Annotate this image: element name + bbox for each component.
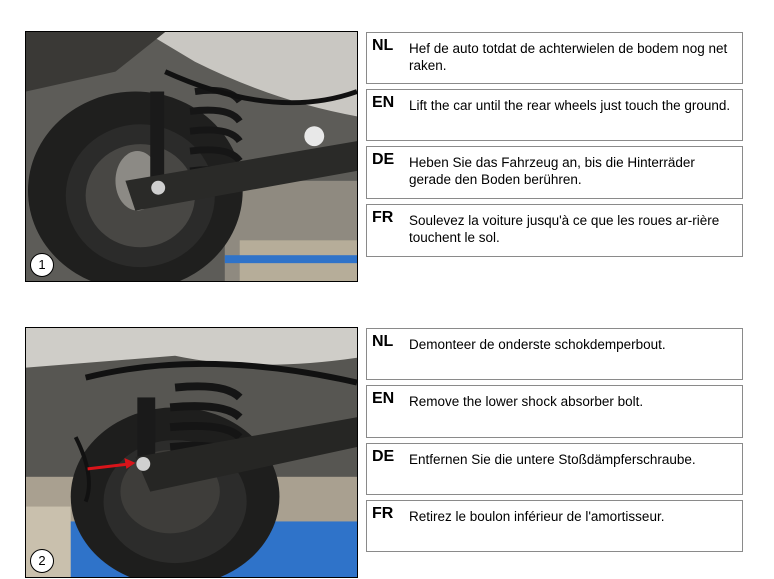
instruction-text: Entfernen Sie die untere Stoßdämpferschraube. [409, 452, 696, 467]
language-code: FR [372, 505, 394, 522]
instruction-de [366, 146, 743, 199]
language-code: EN [372, 390, 395, 407]
instruction-text: Hef de auto totdat de achterwielen de bodem nog net raken. [409, 41, 728, 73]
language-code: DE [372, 151, 395, 168]
instruction-fr [366, 500, 743, 552]
instruction-nl [366, 32, 743, 84]
instruction-fr [366, 204, 743, 257]
instruction-en [366, 89, 743, 141]
language-code: EN [372, 94, 395, 111]
language-code: NL [372, 333, 394, 350]
step-number-badge: 2 [30, 549, 54, 573]
language-code: DE [372, 448, 395, 465]
instruction-en [366, 385, 743, 438]
instruction-text: Heben Sie das Fahrzeug an, bis die Hinterräder gerade den Boden berühren. [409, 155, 695, 187]
instruction-nl [366, 328, 743, 380]
instruction-text: Demonteer de onderste schokdemperbout. [409, 337, 666, 352]
language-code: FR [372, 209, 394, 226]
instruction-de [366, 443, 743, 495]
instruction-text: Soulevez la voiture jusqu'à ce que les roues ar-rière touchent le sol. [409, 213, 720, 245]
step-1-photo [25, 31, 358, 282]
step-2-photo [25, 327, 358, 578]
language-code: NL [372, 37, 394, 54]
step-number-badge: 1 [30, 253, 54, 277]
instruction-text: Retirez le boulon inférieur de l'amortisseur. [409, 509, 665, 524]
instruction-text: Lift the car until the rear wheels just touch the ground. [409, 98, 731, 113]
instruction-text: Remove the lower shock absorber bolt. [409, 394, 644, 409]
